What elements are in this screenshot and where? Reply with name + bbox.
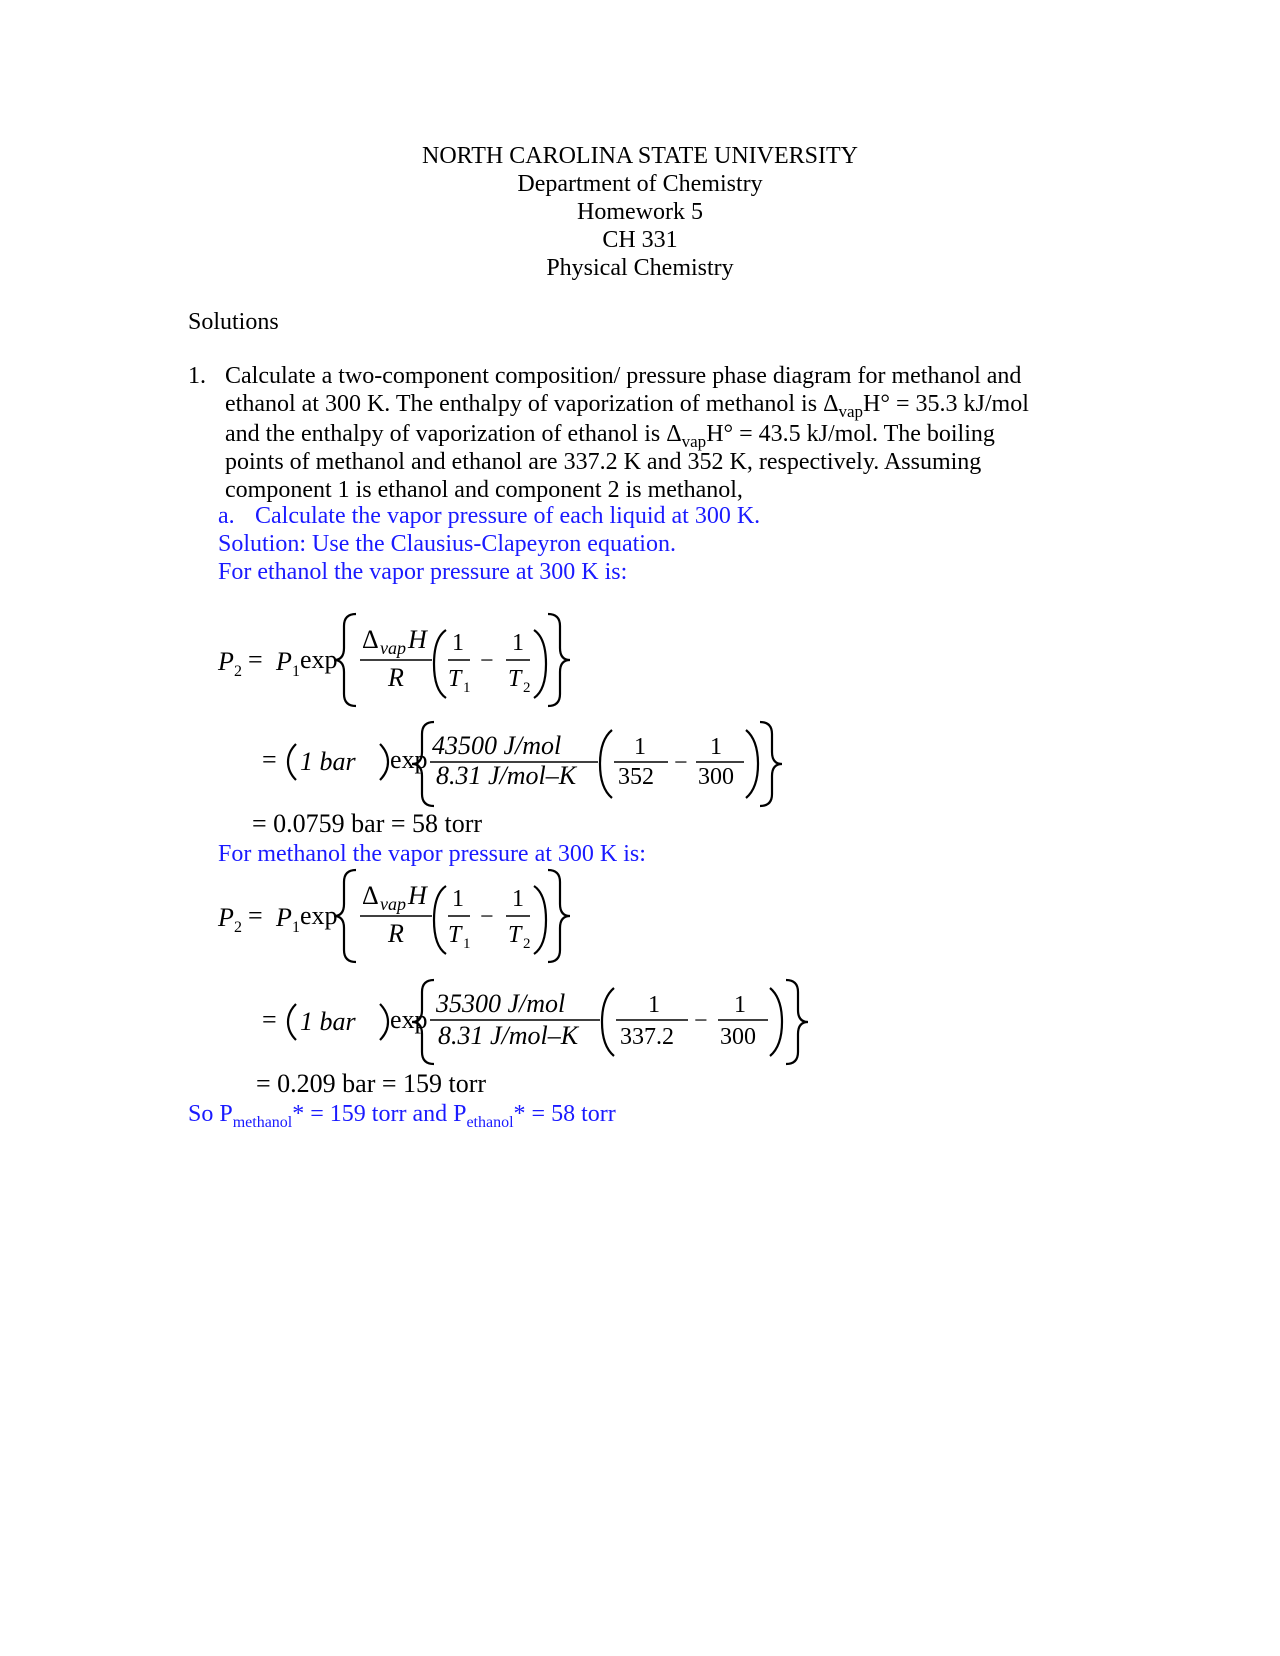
exp-function: exp xyxy=(390,745,428,774)
department-name: Department of Chemistry xyxy=(517,171,763,197)
numerator-one: 1 xyxy=(734,992,746,1018)
methanol-intro: For methanol the vapor pressure at 300 K is: xyxy=(218,841,646,867)
numerator-one: 1 xyxy=(710,734,722,760)
course-number: CH 331 xyxy=(602,227,678,253)
exp-function: exp xyxy=(300,901,338,930)
problem-line-2: ethanol at 300 K. The enthalpy of vaporization of methanol is $\Delta_{vap}H^\circ = 35.3$ kJ/mol xyxy=(225,391,1029,421)
ethanol-intro: For ethanol the vapor pressure at 300 K is: xyxy=(218,559,628,585)
delta-symbol: Δ xyxy=(362,625,379,654)
numerator-one: 1 xyxy=(512,630,524,656)
boiling-point-methanol: 337.2 xyxy=(620,1024,674,1050)
ethanol-general-equation xyxy=(217,614,570,706)
equals-sign: = xyxy=(262,1005,277,1034)
minus-sign: − xyxy=(674,750,688,776)
temperature-300: 300 xyxy=(720,1024,756,1050)
t2-subscript: 2 xyxy=(523,680,531,696)
left-paren xyxy=(600,730,612,798)
p1-subscript: 1 xyxy=(292,663,300,680)
p2-subscript: 2 xyxy=(234,663,242,680)
equals-sign: = xyxy=(262,745,277,774)
enthalpy-numerator: 35300 J/mol xyxy=(436,989,566,1018)
problem-line-1: Calculate a two-component composition/ pressure phase diagram for methanol and xyxy=(225,363,1022,389)
homework-title: Homework 5 xyxy=(577,199,703,225)
p2-symbol: P xyxy=(218,903,234,932)
methanol-numeric-equation xyxy=(262,980,808,1064)
t2-subscript: 2 xyxy=(523,936,531,952)
right-brace xyxy=(760,722,782,806)
course-subject: Physical Chemistry xyxy=(546,255,734,281)
left-paren xyxy=(288,744,296,780)
p1-symbol: P xyxy=(276,647,292,676)
equals-sign: = xyxy=(248,901,263,930)
t1-subscript: 1 xyxy=(463,936,471,952)
exp-function: exp xyxy=(390,1005,428,1034)
p2-symbol: P xyxy=(218,647,234,676)
left-paren xyxy=(434,630,446,698)
numerator-one: 1 xyxy=(452,630,464,656)
t2-symbol: T xyxy=(508,922,522,948)
numerator-one: 1 xyxy=(634,734,646,760)
p1-symbol: P xyxy=(276,903,292,932)
enthalpy-numerator: 43500 J/mol xyxy=(432,731,562,760)
problem-line-5: component 1 is ethanol and component 2 is methanol, xyxy=(225,477,743,503)
methanol-general-equation xyxy=(217,870,570,962)
r-symbol: R xyxy=(388,663,404,692)
equals-sign: = xyxy=(248,645,263,674)
summary-line: So $P_{methanol}* = 159$ torr and $P_{ethanol}* = 58$ torr xyxy=(188,1101,616,1131)
vap-subscript: vap xyxy=(380,638,406,658)
right-paren xyxy=(380,744,388,780)
left-paren xyxy=(434,886,446,954)
minus-sign: − xyxy=(694,1008,708,1034)
left-brace xyxy=(334,870,356,962)
r-symbol: R xyxy=(388,919,404,948)
vap-subscript: vap xyxy=(380,894,406,914)
problem-number: 1. xyxy=(188,363,206,389)
minus-sign: − xyxy=(480,648,494,674)
h-symbol: H xyxy=(408,625,427,654)
p1-subscript: 1 xyxy=(292,919,300,936)
t2-symbol: T xyxy=(508,666,522,692)
delta-symbol: Δ xyxy=(362,881,379,910)
p2-subscript: 2 xyxy=(234,919,242,936)
ethanol-numeric-equation xyxy=(262,722,782,806)
part-a-label: a. xyxy=(218,503,235,529)
university-name: NORTH CAROLINA STATE UNIVERSITY xyxy=(422,143,858,169)
numerator-one: 1 xyxy=(512,886,524,912)
numerator-one: 1 xyxy=(452,886,464,912)
right-paren xyxy=(534,630,546,698)
right-paren xyxy=(746,730,758,798)
h-symbol: H xyxy=(408,881,427,910)
one-bar: 1 bar xyxy=(300,1007,356,1036)
one-bar: 1 bar xyxy=(300,747,356,776)
gas-constant-denominator: 8.31 J/mol–K xyxy=(438,1021,579,1050)
gas-constant-denominator: 8.31 J/mol–K xyxy=(436,761,577,790)
part-a-solution: Solution: Use the Clausius-Clapeyron equation. xyxy=(218,531,676,557)
right-brace xyxy=(548,870,570,962)
solutions-label: Solutions xyxy=(188,309,279,335)
right-paren xyxy=(380,1004,388,1040)
temperature-300: 300 xyxy=(698,764,734,790)
methanol-result: = 0.209 bar = 159 torr xyxy=(256,1069,487,1098)
right-paren xyxy=(770,988,782,1056)
t1-subscript: 1 xyxy=(463,680,471,696)
ethanol-result: = 0.0759 bar = 58 torr xyxy=(252,809,483,838)
t1-symbol: T xyxy=(448,666,462,692)
t1-symbol: T xyxy=(448,922,462,948)
problem-line-3: and the enthalpy of vaporization of ethanol is $\Delta_{vap}H^\circ = 43.5$ kJ/mol. The boiling xyxy=(225,421,995,451)
minus-sign: − xyxy=(480,904,494,930)
exp-function: exp xyxy=(300,645,338,674)
numerator-one: 1 xyxy=(648,992,660,1018)
left-paren xyxy=(602,988,614,1056)
left-brace xyxy=(334,614,356,706)
part-a-question: Calculate the vapor pressure of each liquid at 300 K. xyxy=(255,503,761,529)
right-brace xyxy=(786,980,808,1064)
boiling-point-ethanol: 352 xyxy=(618,764,654,790)
right-paren xyxy=(534,886,546,954)
left-paren xyxy=(288,1004,296,1040)
problem-line-4: points of methanol and ethanol are 337.2 K and 352 K, respectively. Assuming xyxy=(225,449,982,475)
right-brace xyxy=(548,614,570,706)
